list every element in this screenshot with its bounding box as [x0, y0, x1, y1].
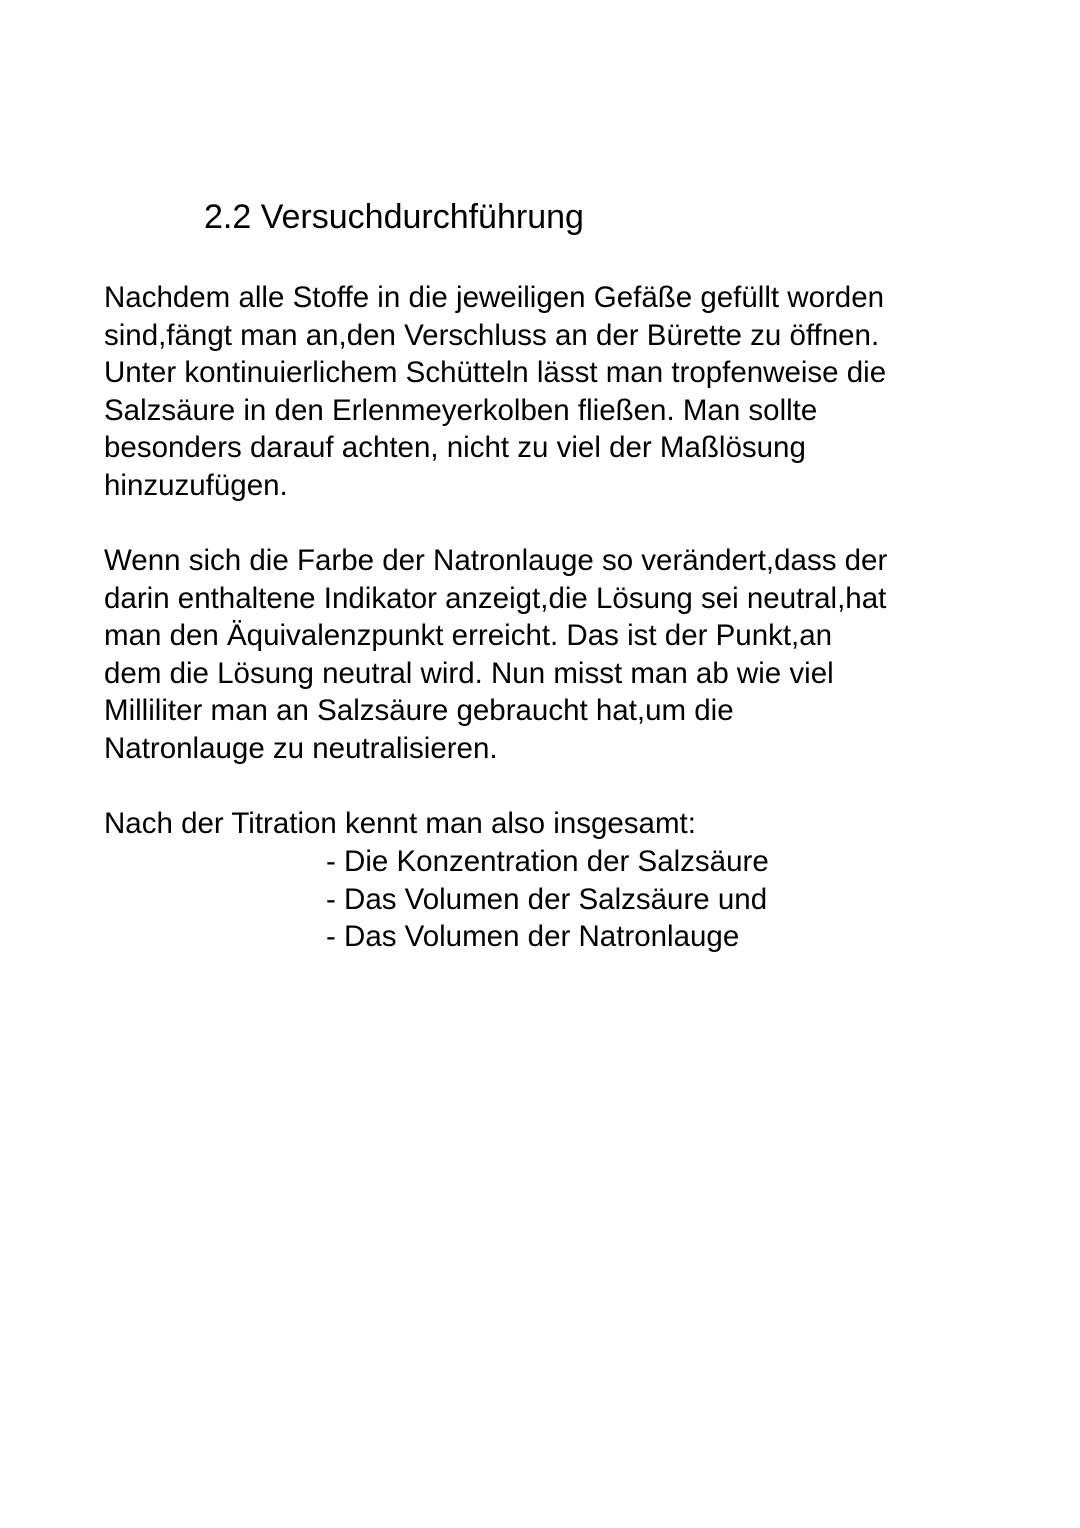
text-line: darin enthaltene Indikator anzeigt,die Lösung sei neutral,hat	[104, 581, 887, 615]
list-item: - Das Volumen der Salzsäure und	[326, 882, 768, 916]
paragraph-summary-intro	[104, 805, 696, 843]
summary-list	[326, 843, 769, 956]
text-line: hinzuzufügen.	[104, 468, 288, 502]
text-line: dem die Lösung neutral wird. Nun misst man ab wie viel	[104, 656, 834, 690]
text-line: Nach der Titration kennt man also insgesamt:	[104, 807, 696, 840]
text-line: Natronlauge zu neutralisieren.	[104, 731, 498, 765]
text-line: Unter kontinuierlichem Schütteln lässt man tropfenweise die	[104, 356, 887, 389]
text-line: sind,fängt man an,den Verschluss an der Bürette zu öffnen.	[104, 318, 880, 352]
text-line: Salzsäure in den Erlenmeyerkolben fließen. Man sollte	[104, 393, 818, 427]
section-heading: 2.2 Versuchdurchführung	[204, 198, 584, 236]
text-line: Milliliter man an Salzsäure gebraucht hat,um die	[104, 694, 734, 727]
text-line: Wenn sich die Farbe der Natronlauge so verändert,dass der	[104, 544, 888, 577]
paragraph-equivalence-point	[104, 542, 887, 767]
text-line: Nachdem alle Stoffe in die jeweiligen Gefäße gefüllt worden	[104, 281, 885, 314]
paragraph-procedure	[104, 279, 886, 504]
list-item: - Die Konzentration der Salzsäure	[326, 845, 769, 878]
list-item: - Das Volumen der Natronlauge	[326, 920, 740, 953]
text-line: besonders darauf achten, nicht zu viel der Maßlösung	[104, 431, 806, 464]
text-line: man den Äquivalenzpunkt erreicht. Das ist der Punkt,an	[104, 619, 833, 652]
